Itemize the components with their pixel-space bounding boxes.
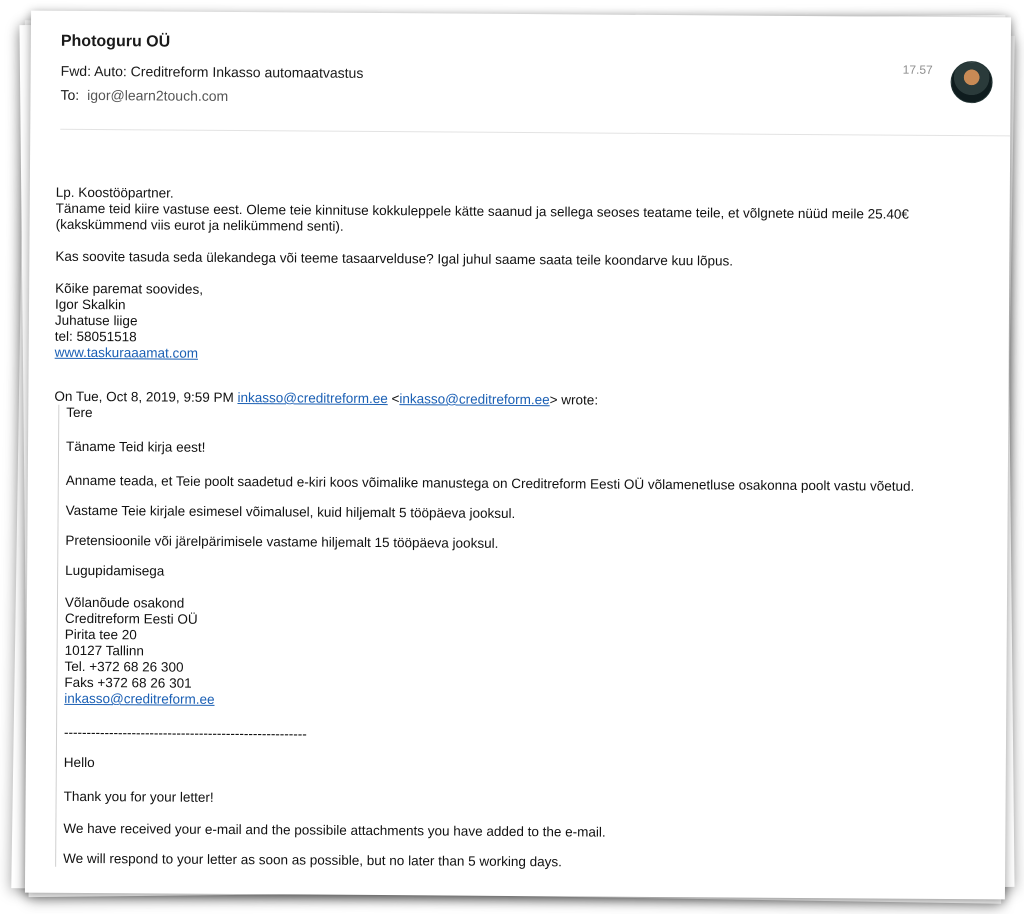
quote-line-respond-en: We will respond to your letter as soon as possible, but no later than 5 working days. (63, 850, 562, 870)
email-time: 17.57 (902, 62, 933, 77)
quote-intro-lt: < (391, 391, 400, 407)
address-street: Pirita tee 20 (64, 626, 137, 643)
quote-line-received: Anname teada, et Teie poolt saadetud e-kiri koos võimalike manustega on Creditreform Eesti OÜ võlamenetluse osakonna poolt vastu võetud. (65, 472, 915, 494)
address-company: Creditreform Eesti OÜ (64, 610, 198, 627)
greeting: Lp. Koostööpartner. (55, 184, 174, 201)
sender-name: Photoguru OÜ (60, 32, 171, 51)
email-sheet (25, 11, 1011, 900)
closing: Kõike paremat soovides, (55, 280, 204, 297)
signature-phone: tel: 58051518 (54, 328, 137, 345)
quote-line-regards: Lugupidamisega (65, 562, 165, 579)
message-paragraph-2: Kas soovite tasuda seda ülekandega või teeme tasaarvelduse? Igal juhul saame saata teile koondarve kuu lõpus. (55, 248, 734, 269)
avatar[interactable] (950, 61, 992, 103)
quote-line-thank-you: Thank you for your letter! (63, 788, 214, 805)
address-tel: Tel. +372 68 26 300 (64, 658, 184, 675)
email-body (51, 185, 970, 873)
message-paragraph-1: Täname teid kiire vastuse eest. Oleme teie kinnituse kokkuleppele kätte saanud ja sellega seoses teatame teile, et võlgnete nüüd meile 25.40€ (kakskümmend viis eurot ja nelikümmend senti). (55, 200, 910, 234)
quote-intro-date: On Tue, Oct 8, 2019, 9:59 PM (54, 388, 234, 406)
quote-intro-suffix: > wrote: (549, 392, 599, 408)
quote-separator: ------------------------------------------------------ (64, 724, 307, 742)
quoted-message (55, 405, 968, 873)
quote-line-thanks: Täname Teid kirja eest! (65, 438, 206, 455)
recipient-address[interactable]: igor@learn2touch.com (87, 86, 229, 104)
quote-line-claims: Pretensioonile või järelpärimisele vastame hiljemalt 15 tööpäeva jooksul. (65, 532, 499, 551)
quote-line-respond: Vastame Teie kirjale esimesel võimalusel, kuid hiljemalt 5 tööpäeva jooksul. (65, 502, 516, 521)
quote-sender-email-link-2[interactable]: inkasso@creditreform.ee (399, 391, 550, 408)
email-subject: Fwd: Auto: Creditreform Inkasso automaatvastus (60, 62, 364, 81)
quote-sender-email-link[interactable]: inkasso@creditreform.ee (237, 390, 388, 407)
address-email-link[interactable]: inkasso@creditreform.ee (64, 690, 215, 707)
quote-line-tere: Tere (66, 404, 93, 421)
quote-line-hello: Hello (63, 754, 95, 771)
signature-name: Igor Skalkin (54, 296, 126, 313)
to-label: To: (60, 86, 80, 103)
address-dept: Võlanõude osakond (64, 594, 185, 611)
address-fax: Faks +372 68 26 301 (64, 674, 192, 691)
email-header (30, 11, 1011, 136)
signature-title: Juhatuse liige (54, 312, 138, 329)
quote-line-received-en: We have received your e-mail and the possibile attachments you have added to the e-mail. (63, 820, 606, 840)
recipient-row (60, 87, 228, 104)
signature-link[interactable]: www.taskuraaamat.com (54, 344, 199, 361)
address-city: 10127 Tallinn (64, 642, 145, 659)
